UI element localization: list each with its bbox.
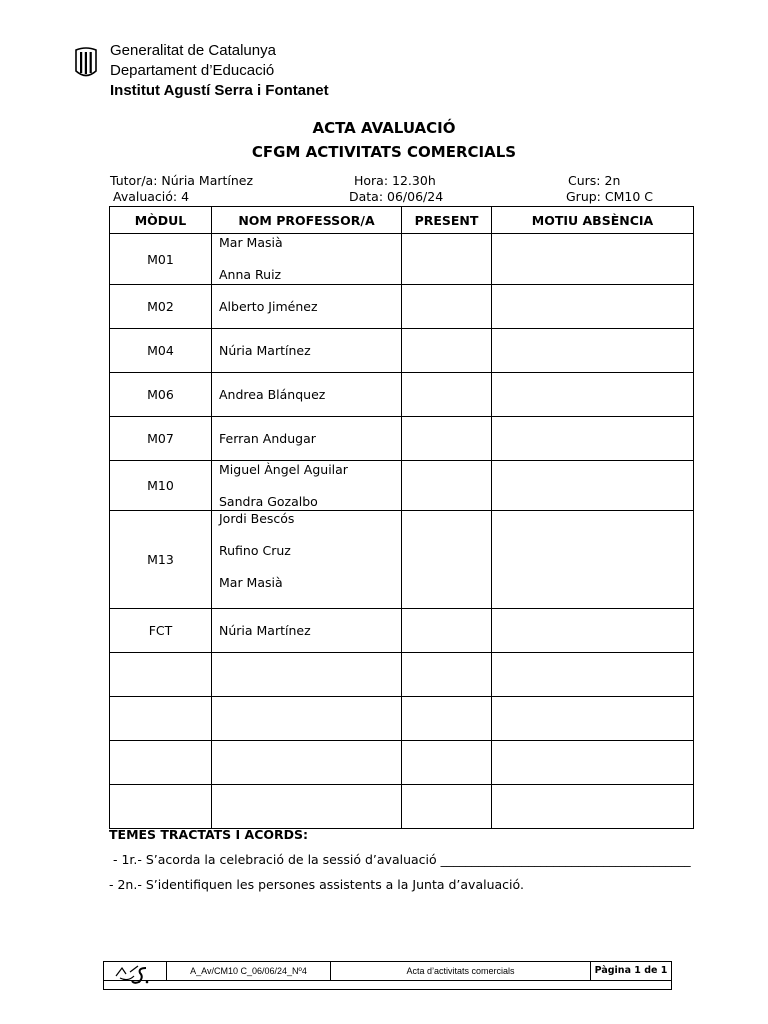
module-cell[interactable] <box>110 697 212 741</box>
table-row <box>110 234 694 285</box>
present-cell[interactable] <box>402 697 492 741</box>
agreement-item-2: - 2n.- S’identifiquen les persones assistents a la Junta d’avaluació. <box>109 877 524 892</box>
absence-reason-cell[interactable] <box>492 609 694 653</box>
header-institute: Institut Agustí Serra i Fontanet <box>110 82 329 99</box>
table-row <box>110 461 694 511</box>
module-cell: M02 <box>110 285 212 329</box>
header-absence-reason: MOTIU ABSÈNCIA <box>492 207 694 234</box>
present-cell[interactable] <box>402 417 492 461</box>
teacher-name: Núria Martínez <box>219 342 311 358</box>
header-teacher-name: NOM PROFESSOR/A <box>212 207 402 234</box>
absence-reason-cell[interactable] <box>492 461 694 511</box>
present-cell[interactable] <box>402 785 492 829</box>
absence-reason-cell[interactable] <box>492 234 694 285</box>
table-row <box>110 285 694 329</box>
empty-table-row <box>110 697 694 741</box>
teacher-name: Sandra Gozalbo <box>219 493 318 509</box>
absence-reason-cell[interactable] <box>492 417 694 461</box>
teacher-name: Andrea Blánquez <box>219 386 326 402</box>
empty-table-row <box>110 741 694 785</box>
present-cell[interactable] <box>402 653 492 697</box>
header-generalitat: Generalitat de Catalunya <box>110 42 276 59</box>
absence-reason-cell[interactable] <box>492 511 694 609</box>
teacher-name: Mar Masià <box>219 235 283 250</box>
tutor-info: Tutor/a: Núria Martínez <box>110 173 254 188</box>
table-row <box>110 417 694 461</box>
absence-reason-cell[interactable] <box>492 285 694 329</box>
evaluation-info: Avaluació: 4 <box>113 189 190 204</box>
footer-document-title: Acta d’activitats comercials <box>331 962 591 980</box>
empty-table-row <box>110 785 694 829</box>
agreements-heading: TEMES TRACTATS I ACORDS: <box>109 827 309 842</box>
present-cell[interactable] <box>402 373 492 417</box>
absence-reason-cell[interactable] <box>492 697 694 741</box>
absence-reason-cell[interactable] <box>492 785 694 829</box>
header-module: MÒDUL <box>110 207 212 234</box>
module-cell: M13 <box>110 511 212 609</box>
teacher-names-cell[interactable] <box>212 741 402 785</box>
module-cell: M06 <box>110 373 212 417</box>
teacher-names-cell[interactable] <box>212 785 402 829</box>
document-subtitle: CFGM ACTIVITATS COMERCIALS <box>251 143 517 161</box>
teacher-name: Miguel Àngel Aguilar <box>219 461 348 477</box>
teacher-name: Núria Martínez <box>219 622 311 638</box>
present-cell[interactable] <box>402 609 492 653</box>
document-title: ACTA AVALUACIÓ <box>312 119 456 137</box>
absence-reason-cell[interactable] <box>492 329 694 373</box>
attendance-table <box>109 206 694 829</box>
present-cell[interactable] <box>402 741 492 785</box>
page-footer <box>103 961 672 990</box>
teacher-name: Rufino Cruz <box>219 543 291 558</box>
generalitat-logo-icon <box>72 47 100 80</box>
empty-table-row <box>110 653 694 697</box>
teacher-names-cell <box>212 609 402 653</box>
time-info: Hora: 12.30h <box>354 173 436 188</box>
teacher-names-cell[interactable] <box>212 697 402 741</box>
module-cell: M01 <box>110 234 212 285</box>
absence-reason-cell[interactable] <box>492 741 694 785</box>
module-cell[interactable] <box>110 741 212 785</box>
table-header-row <box>110 207 694 234</box>
teacher-name: Anna Ruiz <box>219 267 282 282</box>
course-info: Curs: 2n <box>568 173 621 188</box>
table-row <box>110 511 694 609</box>
table-row <box>110 609 694 653</box>
teacher-name: Alberto Jiménez <box>219 298 318 314</box>
absence-reason-cell[interactable] <box>492 653 694 697</box>
teacher-names-cell[interactable] <box>212 653 402 697</box>
teacher-name: Ferran Andugar <box>219 430 316 446</box>
footer-page-number: Pàgina 1 de 1 <box>594 965 668 976</box>
teacher-names-cell <box>212 285 402 329</box>
module-cell: M04 <box>110 329 212 373</box>
teacher-names-cell <box>212 461 402 511</box>
module-cell[interactable] <box>110 653 212 697</box>
present-cell[interactable] <box>402 285 492 329</box>
date-info: Data: 06/06/24 <box>349 189 444 204</box>
teacher-names-cell <box>212 417 402 461</box>
table-row <box>110 373 694 417</box>
teacher-names-cell <box>212 234 402 285</box>
footer-document-code: A_Av/CM10 C_06/06/24_Nº4 <box>167 962 331 980</box>
module-cell[interactable] <box>110 785 212 829</box>
module-cell: M07 <box>110 417 212 461</box>
group-info: Grup: CM10 C <box>566 189 653 204</box>
header-department: Departament d’Educació <box>110 62 275 79</box>
institute-logo-icon <box>104 962 167 980</box>
header-present: PRESENT <box>402 207 492 234</box>
agreement-item-1: - 1r.- S’acorda la celebració de la sessió d’avaluació ________________________________________ <box>109 852 691 867</box>
teacher-names-cell <box>212 329 402 373</box>
teacher-name: Mar Masià <box>219 575 283 590</box>
present-cell[interactable] <box>402 329 492 373</box>
present-cell[interactable] <box>402 511 492 609</box>
absence-reason-cell[interactable] <box>492 373 694 417</box>
teacher-names-cell <box>212 373 402 417</box>
module-cell: FCT <box>110 609 212 653</box>
teacher-name: Jordi Bescós <box>219 511 295 526</box>
module-cell: M10 <box>110 461 212 511</box>
present-cell[interactable] <box>402 234 492 285</box>
teacher-names-cell <box>212 511 402 609</box>
present-cell[interactable] <box>402 461 492 511</box>
table-row <box>110 329 694 373</box>
